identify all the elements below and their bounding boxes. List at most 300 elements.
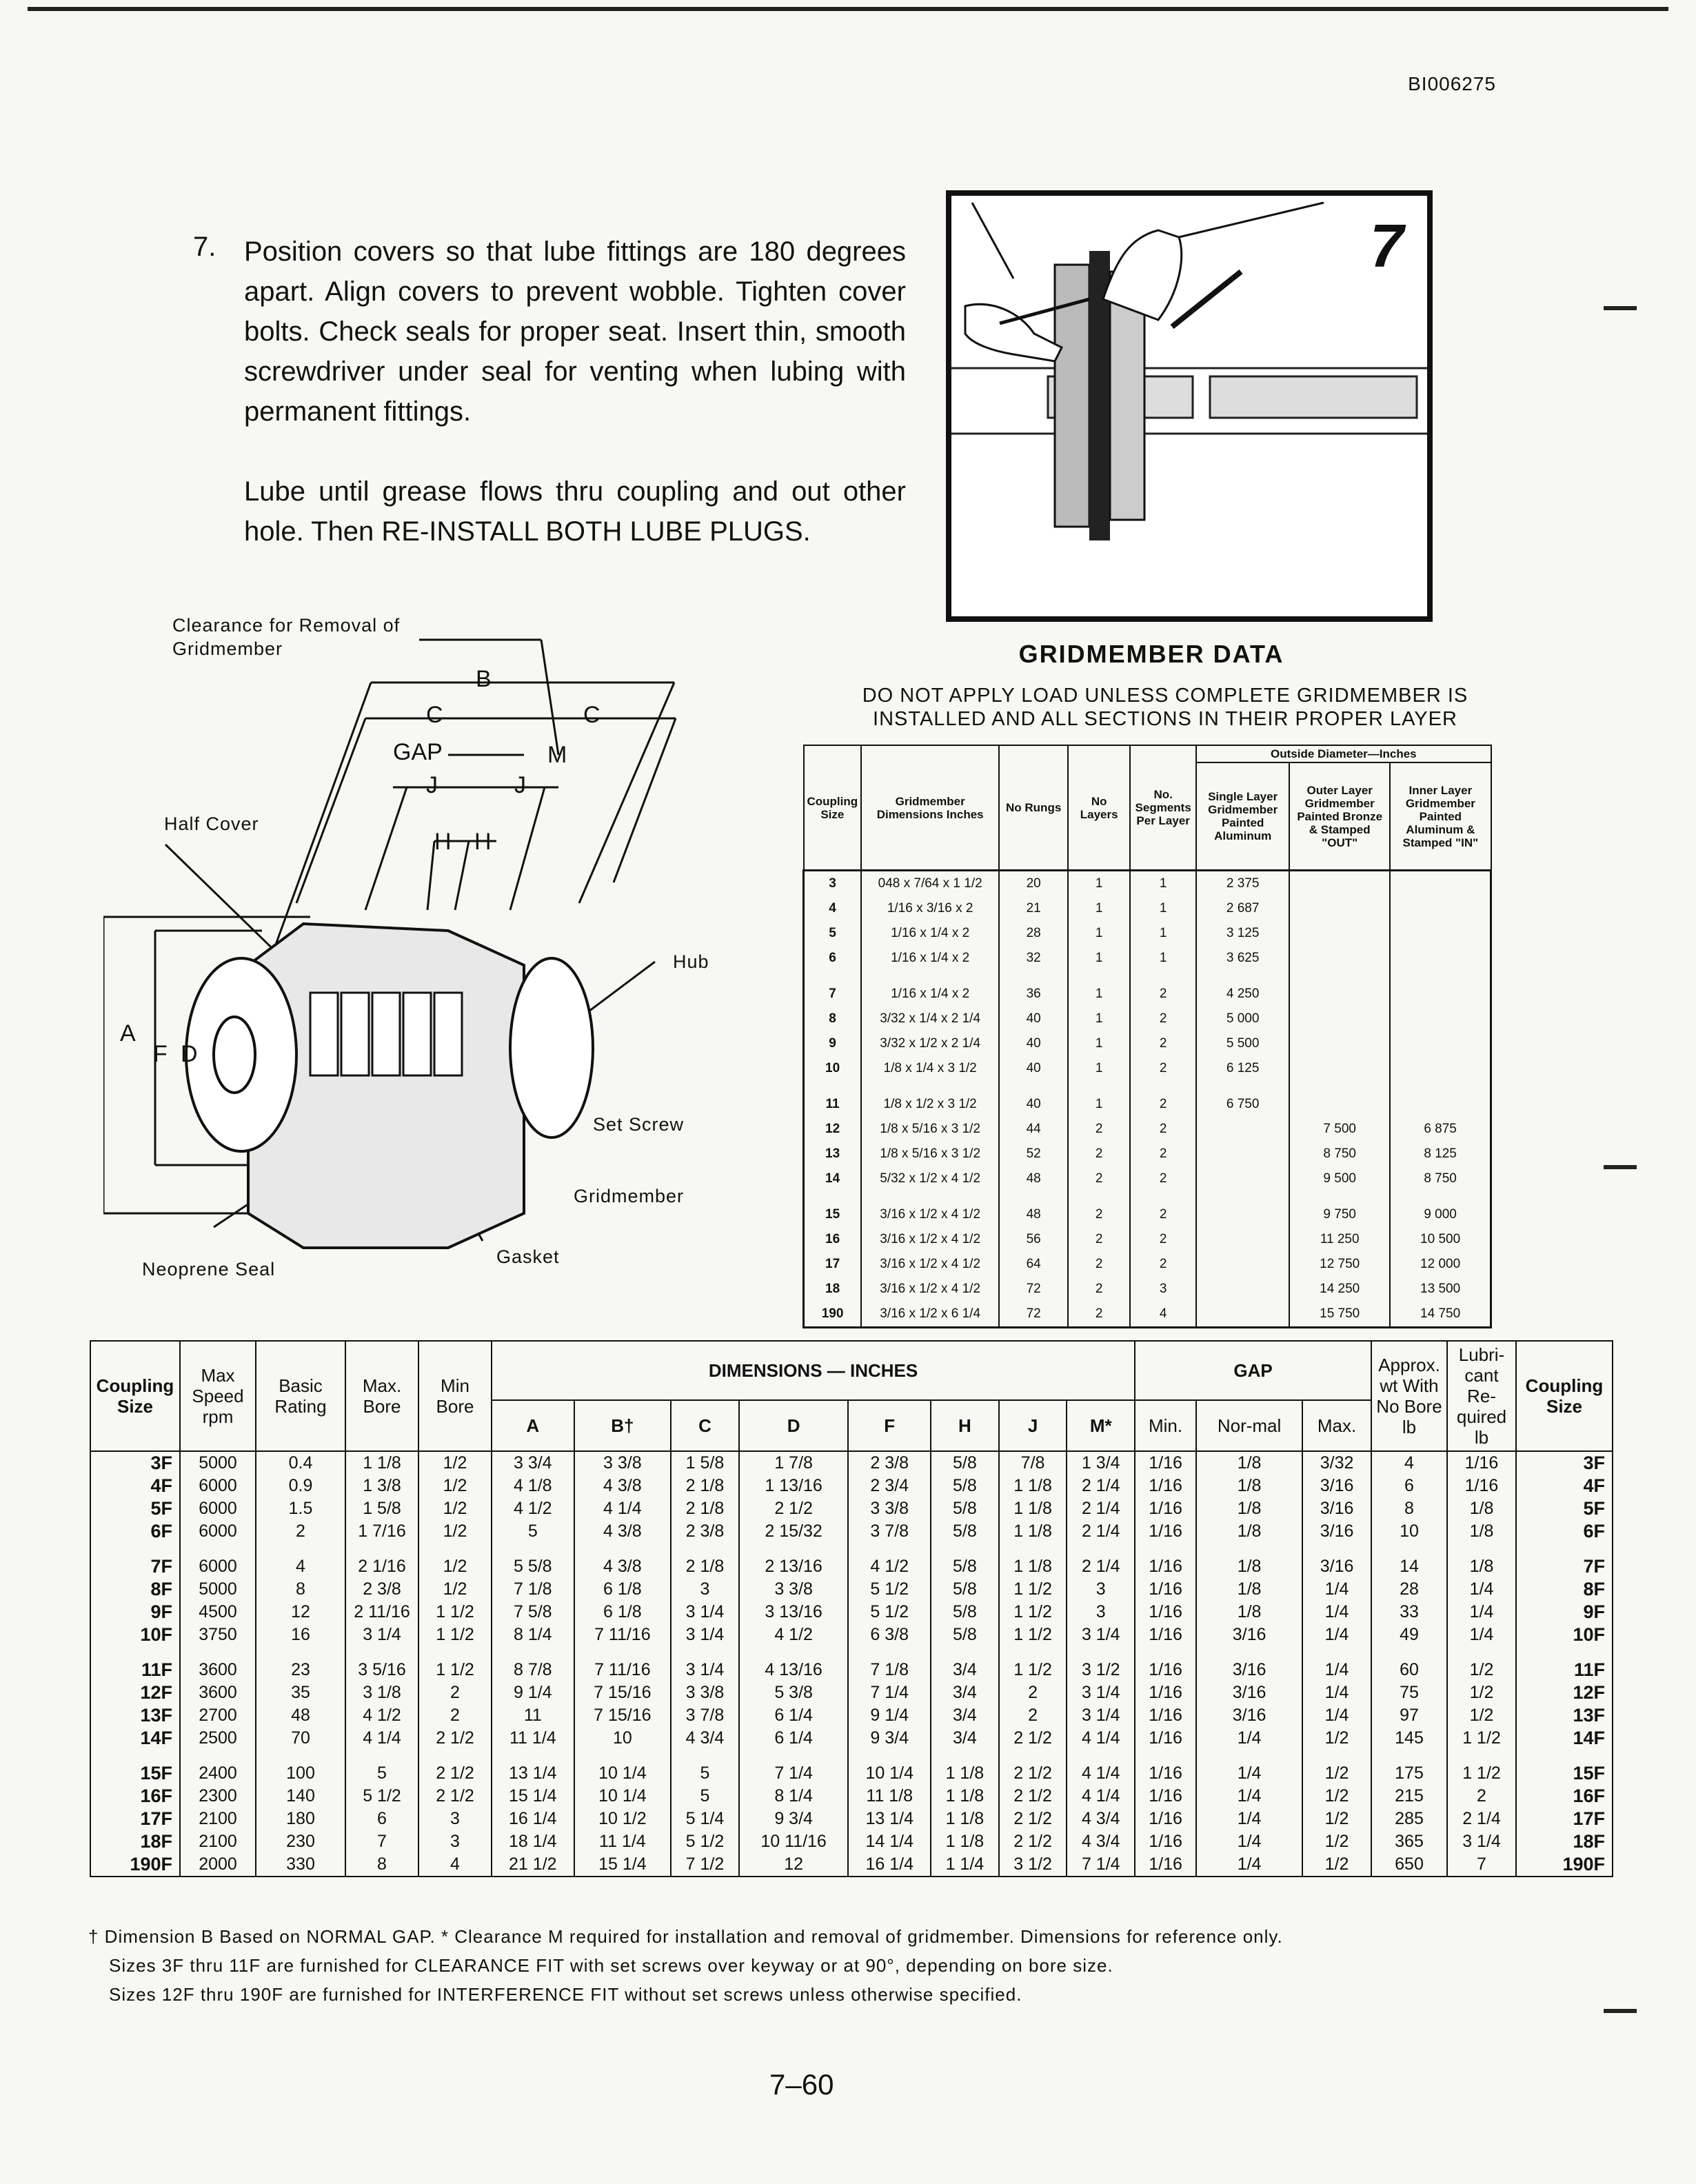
gm-cell: 40 [999,1092,1068,1117]
dimensions-cell: 16 [256,1624,345,1646]
col-min-bore: Min Bore [418,1341,492,1451]
gm-spacer-cell [1130,1081,1196,1092]
dimensions-spacer-cell [931,1646,999,1659]
dimensions-cell: 1/4 [1196,1727,1302,1750]
gm-cell: 3/16 x 1/2 x 4 1/2 [861,1227,999,1252]
gm-cell: 12 [804,1117,862,1142]
gm-cell: 1 [1130,896,1196,921]
dimensions-group-spacer [90,1750,1613,1762]
dimensions-cell: 8 1/4 [739,1785,849,1808]
gm-cell: 5 [804,921,862,946]
dimensions-table-row [90,1555,1613,1578]
dimensions-cell: 1 1/8 [999,1475,1067,1497]
dimensions-cell: 2 3/4 [848,1475,931,1497]
dimensions-cell: 190F [1516,1853,1613,1877]
gm-table-row [804,1031,1491,1056]
dimensions-cell: 11 1/4 [574,1830,672,1853]
dimensions-cell: 4F [1516,1475,1613,1497]
dimensions-cell: 13F [1516,1704,1613,1727]
dimensions-cell: 3 13/16 [739,1601,849,1624]
dimensions-cell: 3 3/8 [739,1578,849,1601]
dimensions-cell: 5/8 [931,1475,999,1497]
gm-cell: 13 [804,1142,862,1166]
gm-cell: 2 [1130,1117,1196,1142]
step-paragraph-2: Lube until grease flows thru coupling and out other hole. Then RE-INSTALL BOTH LUBE PLUGS. [244,476,906,547]
dimensions-cell: 6 1/8 [574,1578,672,1601]
dimensions-spacer-cell [345,1543,418,1555]
gm-spacer-cell [1289,1081,1390,1092]
dimensions-cell: 1 1/8 [345,1451,418,1475]
gm-cell: 3/16 x 1/2 x 6 1/4 [861,1302,999,1328]
dimensions-cell: 5/8 [931,1601,999,1624]
gm-col-inner: Inner Layer Gridmember Painted Aluminum & Stamped "IN" [1390,762,1491,871]
dimensions-cell: 1/16 [1135,1555,1196,1578]
gm-spacer-cell [1390,1191,1491,1202]
dimensions-cell: 11F [90,1659,180,1681]
dimensions-spacer-cell [1196,1543,1302,1555]
dimensions-cell: 1 3/8 [345,1475,418,1497]
dimensions-cell: 1/4 [1196,1830,1302,1853]
gm-table-row [804,871,1491,897]
dimensions-cell: 1/4 [1196,1853,1302,1877]
dimensions-spacer-cell [574,1750,672,1762]
dimensions-cell: 4 3/8 [574,1475,672,1497]
dimensions-spacer-cell [1135,1543,1196,1555]
dimensions-cell: 2 1/2 [418,1785,492,1808]
dimensions-cell: 2 1/2 [999,1727,1067,1750]
gm-col-segments: No. Segments Per Layer [1130,745,1196,871]
dimensions-cell: 3 1/2 [1067,1659,1135,1681]
gm-cell: 3 [1130,1277,1196,1302]
gm-cell: 1 [1068,871,1130,897]
gm-table-row [804,1092,1491,1117]
dimensions-cell: 140 [256,1785,345,1808]
dimensions-cell: 8 [1371,1497,1447,1520]
dimensions-group-spacer [90,1646,1613,1659]
dimensions-cell: 1/16 [1135,1704,1196,1727]
dimensions-spacer-cell [1067,1543,1135,1555]
gm-cell: 3/16 x 1/2 x 4 1/2 [861,1277,999,1302]
dimensions-cell: 1/16 [1135,1578,1196,1601]
dimensions-cell: 1/16 [1135,1762,1196,1785]
dimensions-cell: 7 [1447,1853,1516,1877]
dimensions-cell: 3 1/4 [1067,1704,1135,1727]
dimensions-cell: 1 5/8 [671,1451,739,1475]
gm-cell [1289,982,1390,1007]
gm-cell: 1/8 x 5/16 x 3 1/2 [861,1142,999,1166]
dimensions-cell: 6000 [180,1475,256,1497]
gm-cell: 40 [999,1007,1068,1031]
dimensions-cell: 2100 [180,1830,256,1853]
dimensions-cell: 3 3/8 [848,1497,931,1520]
dimensions-spacer-cell [671,1543,739,1555]
dimensions-cell: 1/2 [1447,1681,1516,1704]
dimensions-cell: 1/8 [1196,1497,1302,1520]
dimensions-cell: 4 3/4 [1067,1808,1135,1830]
dimensions-cell: 70 [256,1727,345,1750]
dimensions-cell: 4 1/4 [574,1497,672,1520]
dimensions-cell: 2500 [180,1727,256,1750]
gm-cell: 1 [1068,1031,1130,1056]
dimensions-cell: 3 5/16 [345,1659,418,1681]
dimensions-cell: 1/2 [418,1520,492,1543]
gm-cell: 2 [1130,1031,1196,1056]
dimensions-cell: 3 1/4 [1447,1830,1516,1853]
dimensions-table-row [90,1475,1613,1497]
gm-group-spacer [804,1191,1491,1202]
gm-cell: 4 [1130,1302,1196,1328]
dimensions-cell: 1/2 [418,1555,492,1578]
gm-cell [1289,896,1390,921]
gm-cell: 2 [1068,1227,1130,1252]
dimensions-cell: 1 1/2 [999,1659,1067,1681]
dimensions-cell: 10F [90,1624,180,1646]
dimensions-cell: 4 3/8 [574,1520,672,1543]
dimensions-cell: 2 [999,1681,1067,1704]
gm-cell: 1/16 x 1/4 x 2 [861,982,999,1007]
gm-cell: 10 [804,1056,862,1081]
margin-mark [1604,2009,1637,2013]
dimensions-spacer-cell [1516,1750,1613,1762]
dimensions-cell: 1/2 [1302,1808,1371,1830]
dimensions-cell: 48 [256,1704,345,1727]
gm-cell: 1 [1068,946,1130,971]
dimensions-cell: 10 1/4 [848,1762,931,1785]
dimensions-cell: 1/4 [1302,1601,1371,1624]
set-screw-label: Set Screw [593,1114,685,1135]
dimensions-cell: 2 1/4 [1067,1555,1135,1578]
gm-cell: 15 [804,1202,862,1227]
dimensions-cell: 7F [1516,1555,1613,1578]
dimensions-cell: 3/4 [931,1659,999,1681]
dimensions-cell: 145 [1371,1727,1447,1750]
gm-cell: 1/8 x 1/4 x 3 1/2 [861,1056,999,1081]
gm-cell: 15 750 [1289,1302,1390,1328]
dimensions-cell: 7 15/16 [574,1704,672,1727]
dimensions-cell: 3/16 [1196,1704,1302,1727]
dimensions-cell: 5/8 [931,1578,999,1601]
gm-table-row [804,1227,1491,1252]
dimensions-cell: 28 [1371,1578,1447,1601]
gm-cell: 1/16 x 1/4 x 2 [861,946,999,971]
dimensions-cell: 7 1/4 [739,1762,849,1785]
dimensions-spacer-cell [418,1646,492,1659]
dimensions-cell: 8 [345,1853,418,1877]
col-gap: Max. [1302,1400,1371,1451]
dimensions-table-row [90,1451,1613,1475]
dimensions-cell: 2 [418,1681,492,1704]
dimensions-cell: 10 1/4 [574,1762,672,1785]
dimensions-cell: 2 1/4 [1447,1808,1516,1830]
gm-cell: 5/32 x 1/2 x 4 1/2 [861,1166,999,1191]
dimensions-cell: 12F [90,1681,180,1704]
dimensions-cell: 60 [1371,1659,1447,1681]
dimensions-table-row [90,1830,1613,1853]
dimensions-cell: 6000 [180,1520,256,1543]
dimensions-cell: 2 1/2 [999,1808,1067,1830]
dimensions-cell: 1 1/2 [1447,1762,1516,1785]
dimensions-cell: 3/16 [1196,1681,1302,1704]
dimensions-cell: 1/16 [1447,1475,1516,1497]
dimensions-cell: 16F [1516,1785,1613,1808]
gm-cell [1196,1202,1289,1227]
gm-cell: 3 [804,871,862,897]
dimensions-cell: 1/16 [1135,1659,1196,1681]
dimensions-spacer-cell [256,1750,345,1762]
gm-cell: 52 [999,1142,1068,1166]
dimensions-spacer-cell [492,1750,574,1762]
dimensions-cell: 1/2 [1302,1830,1371,1853]
gm-cell: 8 125 [1390,1142,1491,1166]
dimensions-cell: 23 [256,1659,345,1681]
dimensions-cell: 5/8 [931,1497,999,1520]
gm-cell: 2 687 [1196,896,1289,921]
gm-cell: 13 500 [1390,1277,1491,1302]
dimensions-spacer-cell [1371,1750,1447,1762]
dimensions-cell: 1/4 [1196,1762,1302,1785]
gm-cell: 9 [804,1031,862,1056]
gm-cell: 6 875 [1390,1117,1491,1142]
dim-c-label-left: C [426,702,443,728]
gm-spacer-cell [1390,1081,1491,1092]
dimensions-cell: 3 3/4 [492,1451,574,1475]
gm-cell: 28 [999,921,1068,946]
dimensions-cell: 6F [1516,1520,1613,1543]
dimensions-cell: 15 1/4 [492,1785,574,1808]
dimensions-cell: 1 1/2 [418,1601,492,1624]
gm-cell: 1 [1068,1092,1130,1117]
gm-cell: 1 [1068,982,1130,1007]
dimensions-spacer-cell [999,1646,1067,1659]
dimensions-cell: 9F [90,1601,180,1624]
dimensions-cell: 1/16 [1135,1808,1196,1830]
dimensions-cell: 9F [1516,1601,1613,1624]
col-dim: B† [574,1400,672,1451]
dimensions-table-row [90,1578,1613,1601]
dimensions-cell: 2 [256,1520,345,1543]
gm-cell [1390,1031,1491,1056]
dimensions-cell: 12 [256,1601,345,1624]
dimensions-cell: 11 1/8 [848,1785,931,1808]
dimensions-cell: 5 [345,1762,418,1785]
dimensions-cell: 14 [1371,1555,1447,1578]
dimensions-cell: 11F [1516,1659,1613,1681]
dimensions-cell: 1/4 [1302,1659,1371,1681]
dimensions-cell: 2300 [180,1785,256,1808]
photo-step-label: 7 [1370,212,1404,280]
gm-spacer-cell [861,1191,999,1202]
dimensions-cell: 3 3/8 [574,1451,672,1475]
dimensions-spacer-cell [1371,1543,1447,1555]
dimensions-spacer-cell [1302,1646,1371,1659]
col-coupling-size: Coupling Size [90,1341,180,1451]
gm-table-row [804,1166,1491,1191]
dimensions-cell: 2 1/2 [999,1785,1067,1808]
dimensions-cell: 1/2 [418,1475,492,1497]
coupling-hands-illustration [951,196,1427,616]
dimensions-cell: 2 1/2 [999,1830,1067,1853]
gm-cell: 9 000 [1390,1202,1491,1227]
gm-table-row [804,946,1491,971]
dimensions-cell: 1/8 [1196,1451,1302,1475]
dimensions-cell: 4 13/16 [739,1659,849,1681]
dimensions-cell: 1/2 [1447,1704,1516,1727]
dimensions-cell: 2 1/16 [345,1555,418,1578]
dimensions-cell: 6 [345,1808,418,1830]
dimensions-table-row [90,1681,1613,1704]
gm-cell: 44 [999,1117,1068,1142]
dimensions-cell: 1/4 [1302,1624,1371,1646]
dimensions-cell: 3/16 [1196,1624,1302,1646]
gm-spacer-cell [999,1081,1068,1092]
gm-table-row [804,1302,1491,1328]
dimensions-cell: 3 1/4 [1067,1624,1135,1646]
gm-cell: 2 [1068,1202,1130,1227]
dimensions-cell: 3/4 [931,1681,999,1704]
dimensions-cell: 4 1/4 [345,1727,418,1750]
neoprene-seal-label: Neoprene Seal [142,1259,276,1280]
dimensions-cell: 1/4 [1196,1785,1302,1808]
dimensions-spacer-cell [1135,1750,1196,1762]
dimensions-cell: 13 1/4 [492,1762,574,1785]
dimensions-cell: 2 1/2 [418,1762,492,1785]
dimensions-cell: 33 [1371,1601,1447,1624]
gm-col-dimensions: Gridmember Dimensions Inches [861,745,999,871]
dimensions-cell: 15F [90,1762,180,1785]
dimensions-cell: 1/4 [1447,1601,1516,1624]
dimensions-cell: 1 1/8 [999,1520,1067,1543]
gm-cell: 2 [1130,1007,1196,1031]
gm-cell: 3/16 x 1/2 x 4 1/2 [861,1202,999,1227]
dimensions-cell: 16F [90,1785,180,1808]
gm-cell: 048 x 7/64 x 1 1/2 [861,871,999,897]
dimensions-cell: 3/32 [1302,1451,1371,1475]
dimensions-cell: 1/4 [1196,1808,1302,1830]
dimensions-cell: 7 1/4 [1067,1853,1135,1877]
dimensions-table-body [90,1451,1613,1877]
dimensions-cell: 1 7/8 [739,1451,849,1475]
col-gap: Nor-mal [1196,1400,1302,1451]
dimensions-spacer-cell [1135,1646,1196,1659]
dimensions-cell: 3 [418,1808,492,1830]
dimensions-cell: 6 1/4 [739,1727,849,1750]
dimensions-cell: 5 [671,1785,739,1808]
gridmember-note: DO NOT APPLY LOAD UNLESS COMPLETE GRIDMEMBER IS INSTALLED AND ALL SECTIONS IN THEIR PROPER LAYER [862,685,1468,730]
dimensions-cell: 2 11/16 [345,1601,418,1624]
gm-cell: 8 750 [1390,1166,1491,1191]
dimensions-cell: 1 13/16 [739,1475,849,1497]
dimensions-cell: 9 3/4 [739,1808,849,1830]
gm-cell: 36 [999,982,1068,1007]
gm-cell: 3/16 x 1/2 x 4 1/2 [861,1252,999,1277]
dimensions-cell: 1/8 [1447,1520,1516,1543]
gm-cell: 4 [804,896,862,921]
gm-cell [1390,1056,1491,1081]
gm-cell [1390,1007,1491,1031]
dim-h-label-left: H [434,829,452,855]
col-lubricant: Lubri-cant Re-quired lb [1447,1341,1516,1451]
col-dim: A [492,1400,574,1451]
gm-group-spacer [804,1081,1491,1092]
dimensions-cell: 7 1/4 [848,1681,931,1704]
gm-table-row [804,1117,1491,1142]
dimensions-cell: 4 1/8 [492,1475,574,1497]
dimensions-cell: 4 1/2 [739,1624,849,1646]
dimensions-cell: 8 7/8 [492,1659,574,1681]
gm-cell [1196,1252,1289,1277]
dimensions-cell: 13F [90,1704,180,1727]
dimensions-table-row [90,1601,1613,1624]
gm-table-row [804,1007,1491,1031]
dimensions-cell: 2 3/8 [848,1451,931,1475]
step-number: 7. [193,232,216,262]
footnote-1: † Dimension B Based on NORMAL GAP. * Clearance M required for installation and removal of gridmember. Dimensions for reference only. [88,1926,1283,1947]
dimensions-cell: 4 [418,1853,492,1877]
dimensions-cell: 18F [1516,1830,1613,1853]
dimensions-cell: 4 1/4 [1067,1785,1135,1808]
dimensions-cell: 9 1/4 [492,1681,574,1704]
dimensions-cell: 1 1/2 [999,1624,1067,1646]
dimensions-cell: 10 [574,1727,672,1750]
gm-cell [1196,1117,1289,1142]
dimensions-cell: 11 [492,1704,574,1727]
dimensions-table-row [90,1853,1613,1877]
gm-cell: 2 [1068,1166,1130,1191]
dimensions-cell: 3 7/8 [671,1704,739,1727]
gm-table-row [804,982,1491,1007]
dimensions-cell: 1.5 [256,1497,345,1520]
gm-cell: 12 750 [1289,1252,1390,1277]
dimensions-cell: 1 1/2 [1447,1727,1516,1750]
gm-cell [1390,946,1491,971]
col-dim: M* [1067,1400,1135,1451]
dimensions-cell: 1/4 [1302,1681,1371,1704]
dimensions-cell: 2 1/8 [671,1497,739,1520]
dimensions-cell: 6 1/4 [739,1704,849,1727]
dimensions-cell: 1/8 [1196,1555,1302,1578]
gm-cell: 2 [1130,1092,1196,1117]
gm-cell: 2 [1130,1252,1196,1277]
gm-cell: 2 [1130,1166,1196,1191]
dimensions-spacer-cell [1516,1543,1613,1555]
dimensions-cell: 1 1/2 [999,1578,1067,1601]
dimensions-cell: 18F [90,1830,180,1853]
gm-cell [1390,1092,1491,1117]
gap-group-header: GAP [1135,1341,1371,1400]
dimensions-spacer-cell [90,1750,180,1762]
step-7-photo [946,190,1433,622]
dimensions-cell: 1 1/8 [931,1762,999,1785]
dim-c-label-right: C [583,702,600,728]
dimensions-cell: 5 3/8 [739,1681,849,1704]
step-paragraph-1: Position covers so that lube fittings are 180 degrees apart. Align covers to prevent wobble. Tighten cover bolts. Check seals for proper seat. Insert thin, smooth screwdriver under seal for venting when lubing with permanent fittings. [244,236,906,427]
dimensions-cell: 3F [1516,1451,1613,1475]
dimensions-cell: 3 1/4 [671,1601,739,1624]
gm-cell: 4 250 [1196,982,1289,1007]
gm-cell [1196,1142,1289,1166]
dimensions-cell: 1/16 [1135,1520,1196,1543]
dimensions-cell: 3F [90,1451,180,1475]
gm-cell: 1 [1068,1056,1130,1081]
dimensions-cell: 1 1/8 [931,1830,999,1853]
dimensions-cell: 5000 [180,1451,256,1475]
dimensions-cell: 7 1/8 [492,1578,574,1601]
footnotes [88,1922,1283,2009]
gm-cell: 14 750 [1390,1302,1491,1328]
gm-cell [1289,1056,1390,1081]
gm-cell: 11 250 [1289,1227,1390,1252]
dimensions-spacer-cell [345,1750,418,1762]
